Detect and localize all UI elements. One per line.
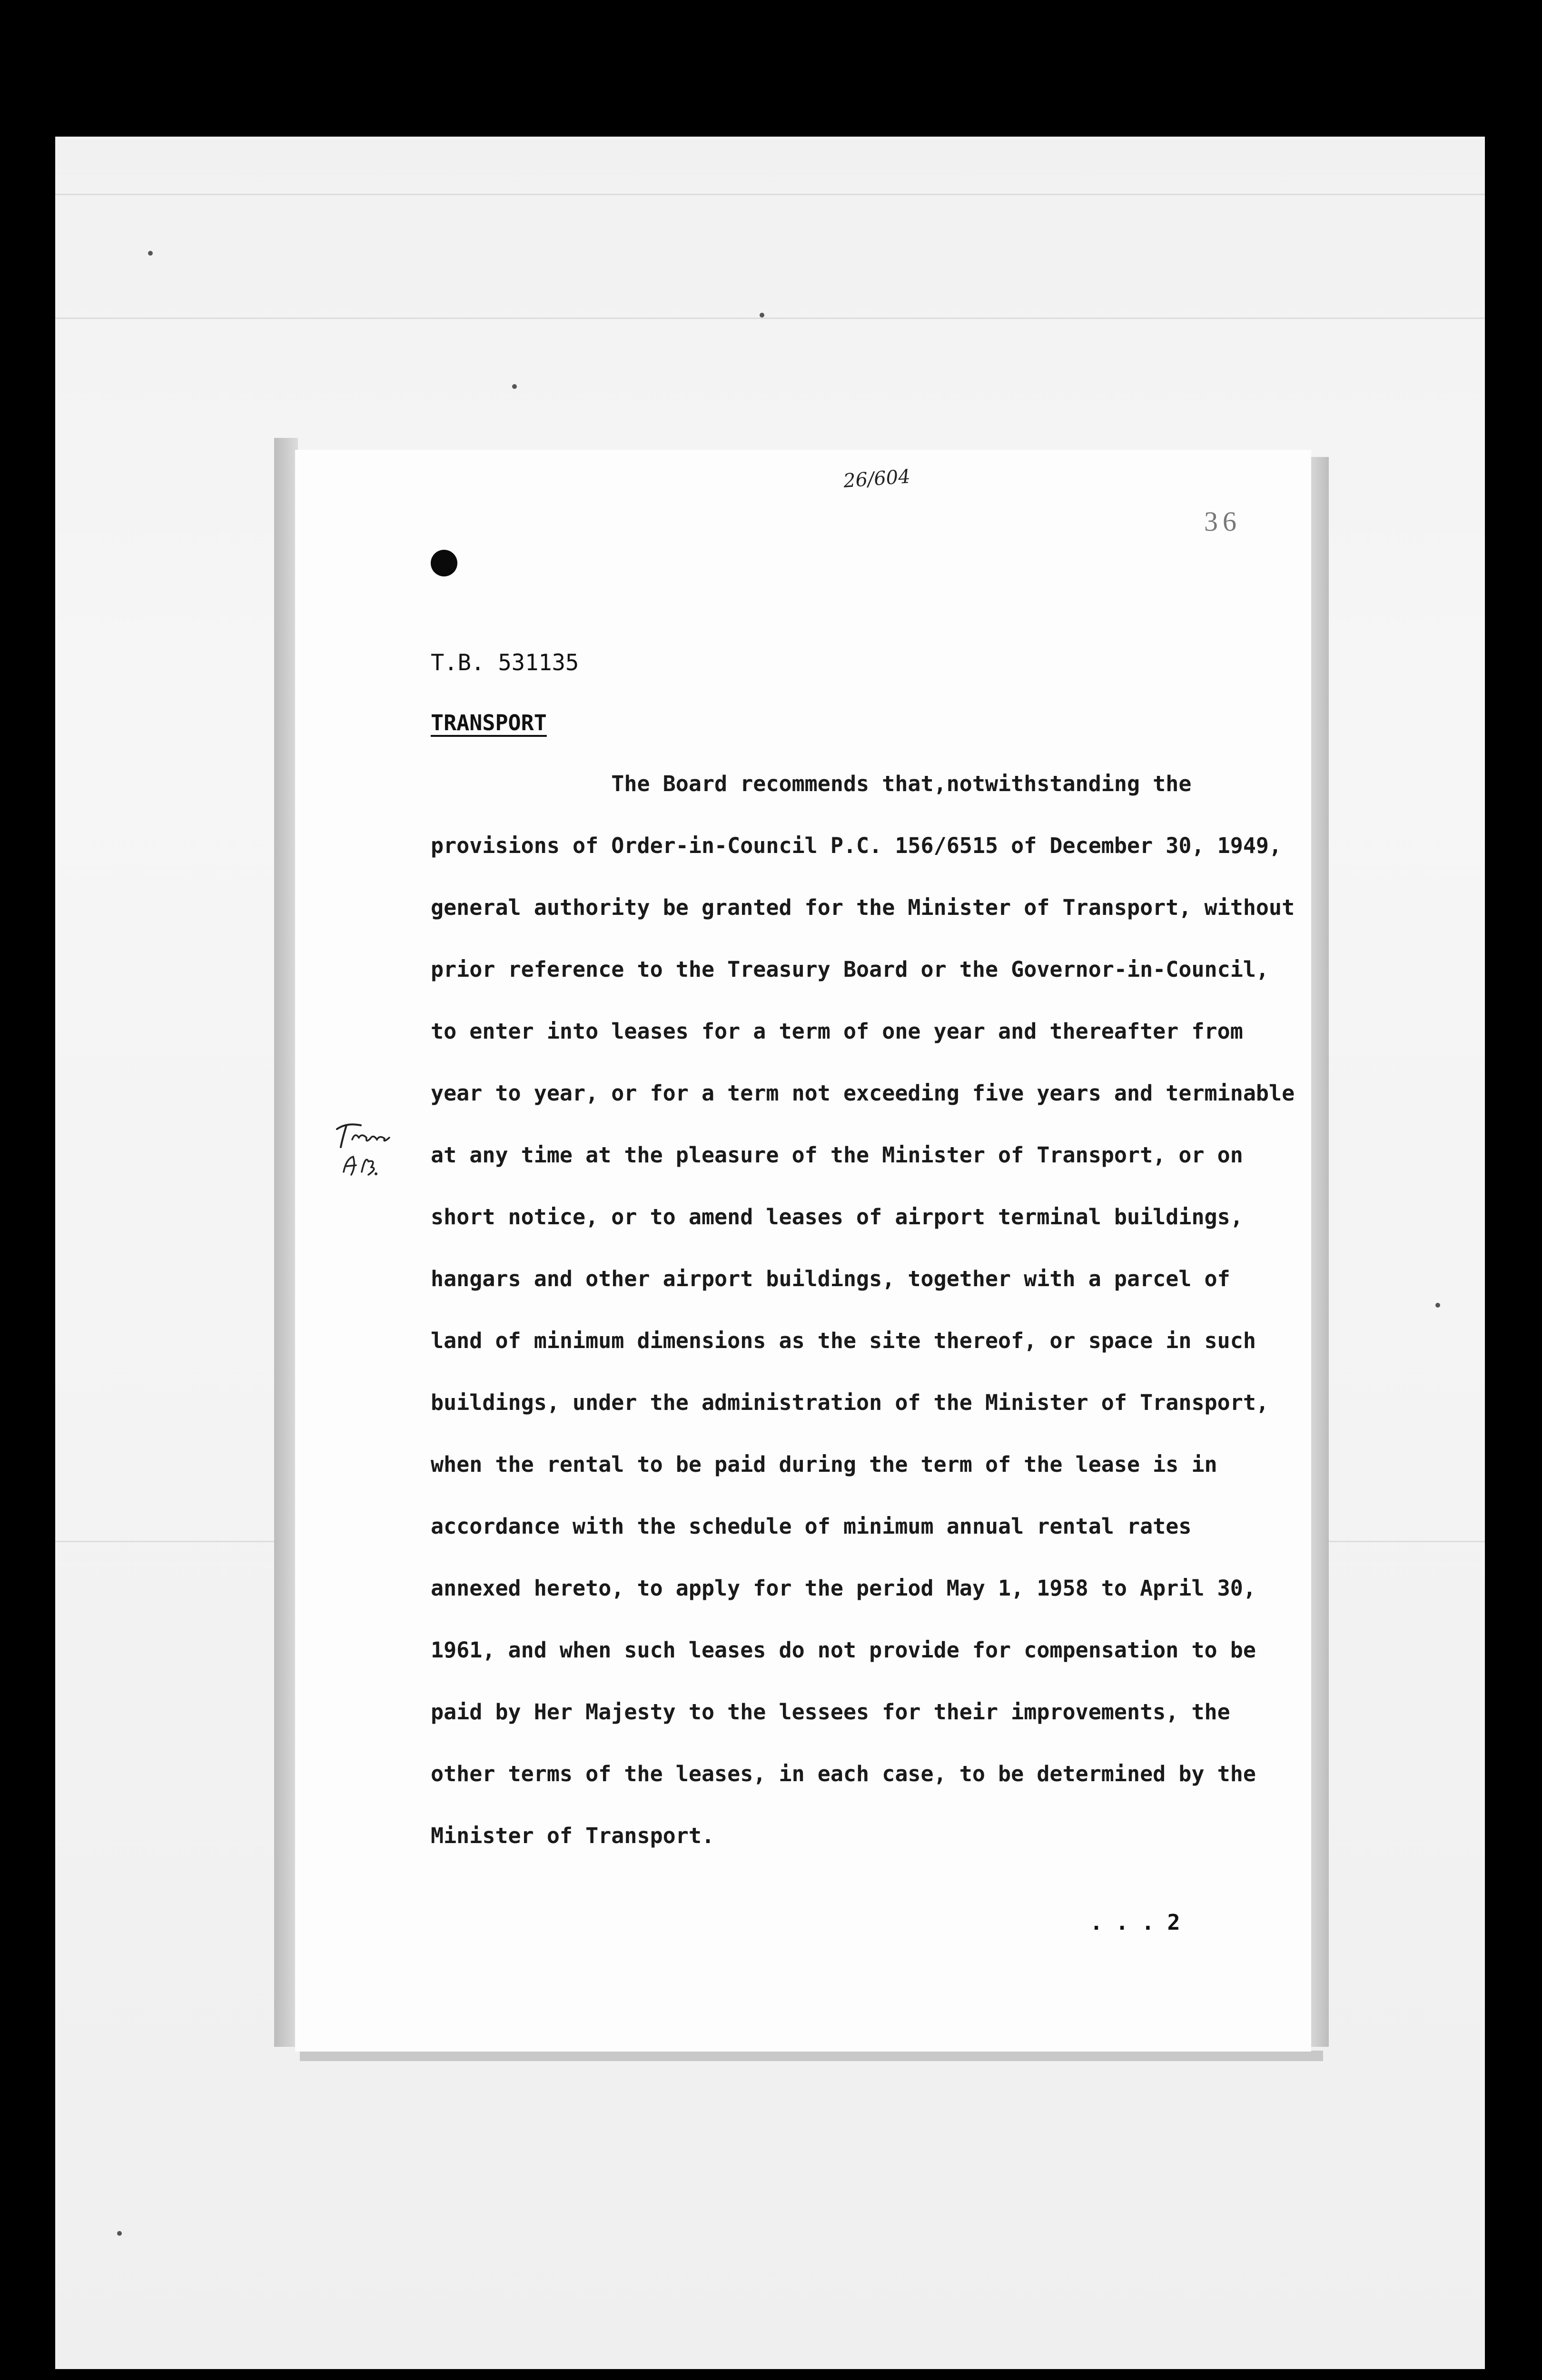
paper-edge-shadow <box>1310 457 1329 2047</box>
body-line: buildings, under the administration of the Minister of Transport, <box>431 1390 1269 1415</box>
body-line: general authority be granted for the Minister of Transport, without <box>431 895 1295 920</box>
reference-number: T.B. 531135 <box>431 650 579 676</box>
scan-speck <box>148 251 153 256</box>
handwritten-file-number: 26/604 <box>842 466 911 492</box>
body-line: land of minimum dimensions as the site thereof, or space in such <box>431 1328 1256 1353</box>
scan-speck <box>760 313 764 317</box>
body-line: Minister of Transport. <box>431 1823 715 1848</box>
body-line: when the rental to be paid during the term of the lease is in <box>431 1452 1217 1477</box>
body-line: annexed hereto, to apply for the period May 1, 1958 to April 30, <box>431 1576 1256 1601</box>
body-line: to enter into leases for a term of one year and thereafter from <box>431 1019 1243 1044</box>
body-line: accordance with the schedule of minimum annual rental rates <box>431 1514 1192 1539</box>
section-heading: TRANSPORT <box>431 710 547 735</box>
paper-edge-shadow <box>274 438 298 2047</box>
handwritten-margin-note <box>332 1119 404 1180</box>
scan-streak <box>55 317 1485 319</box>
scan-speck <box>512 384 517 389</box>
body-line: paid by Her Majesty to the lessees for their improvements, the <box>431 1699 1230 1725</box>
page-number: 36 <box>1204 506 1241 537</box>
body-line: year to year, or for a term not exceeding five years and terminable <box>431 1081 1295 1106</box>
scan-speck <box>117 2231 122 2236</box>
punch-hole <box>431 550 457 576</box>
paper-edge-shadow <box>300 2051 1323 2061</box>
body-line: The Board recommends that,notwithstanding the <box>431 771 1192 796</box>
scan-speck <box>1435 1303 1440 1308</box>
body-line: provisions of Order-in-Council P.C. 156/6515 of December 30, 1949, <box>431 833 1282 858</box>
body-line: prior reference to the Treasury Board or the Governor-in-Council, <box>431 957 1269 982</box>
body-line: hangars and other airport buildings, together with a parcel of <box>431 1266 1230 1291</box>
body-line: short notice, or to amend leases of airport terminal buildings, <box>431 1204 1243 1230</box>
continuation-marker: . . . 2 <box>1090 1910 1180 1935</box>
body-line: 1961, and when such leases do not provide for compensation to be <box>431 1637 1256 1663</box>
body-line: at any time at the pleasure of the Minister of Transport, or on <box>431 1142 1243 1168</box>
body-line: other terms of the leases, in each case, to be determined by the <box>431 1761 1256 1786</box>
typed-page <box>295 450 1311 2052</box>
scan-streak <box>55 194 1485 195</box>
